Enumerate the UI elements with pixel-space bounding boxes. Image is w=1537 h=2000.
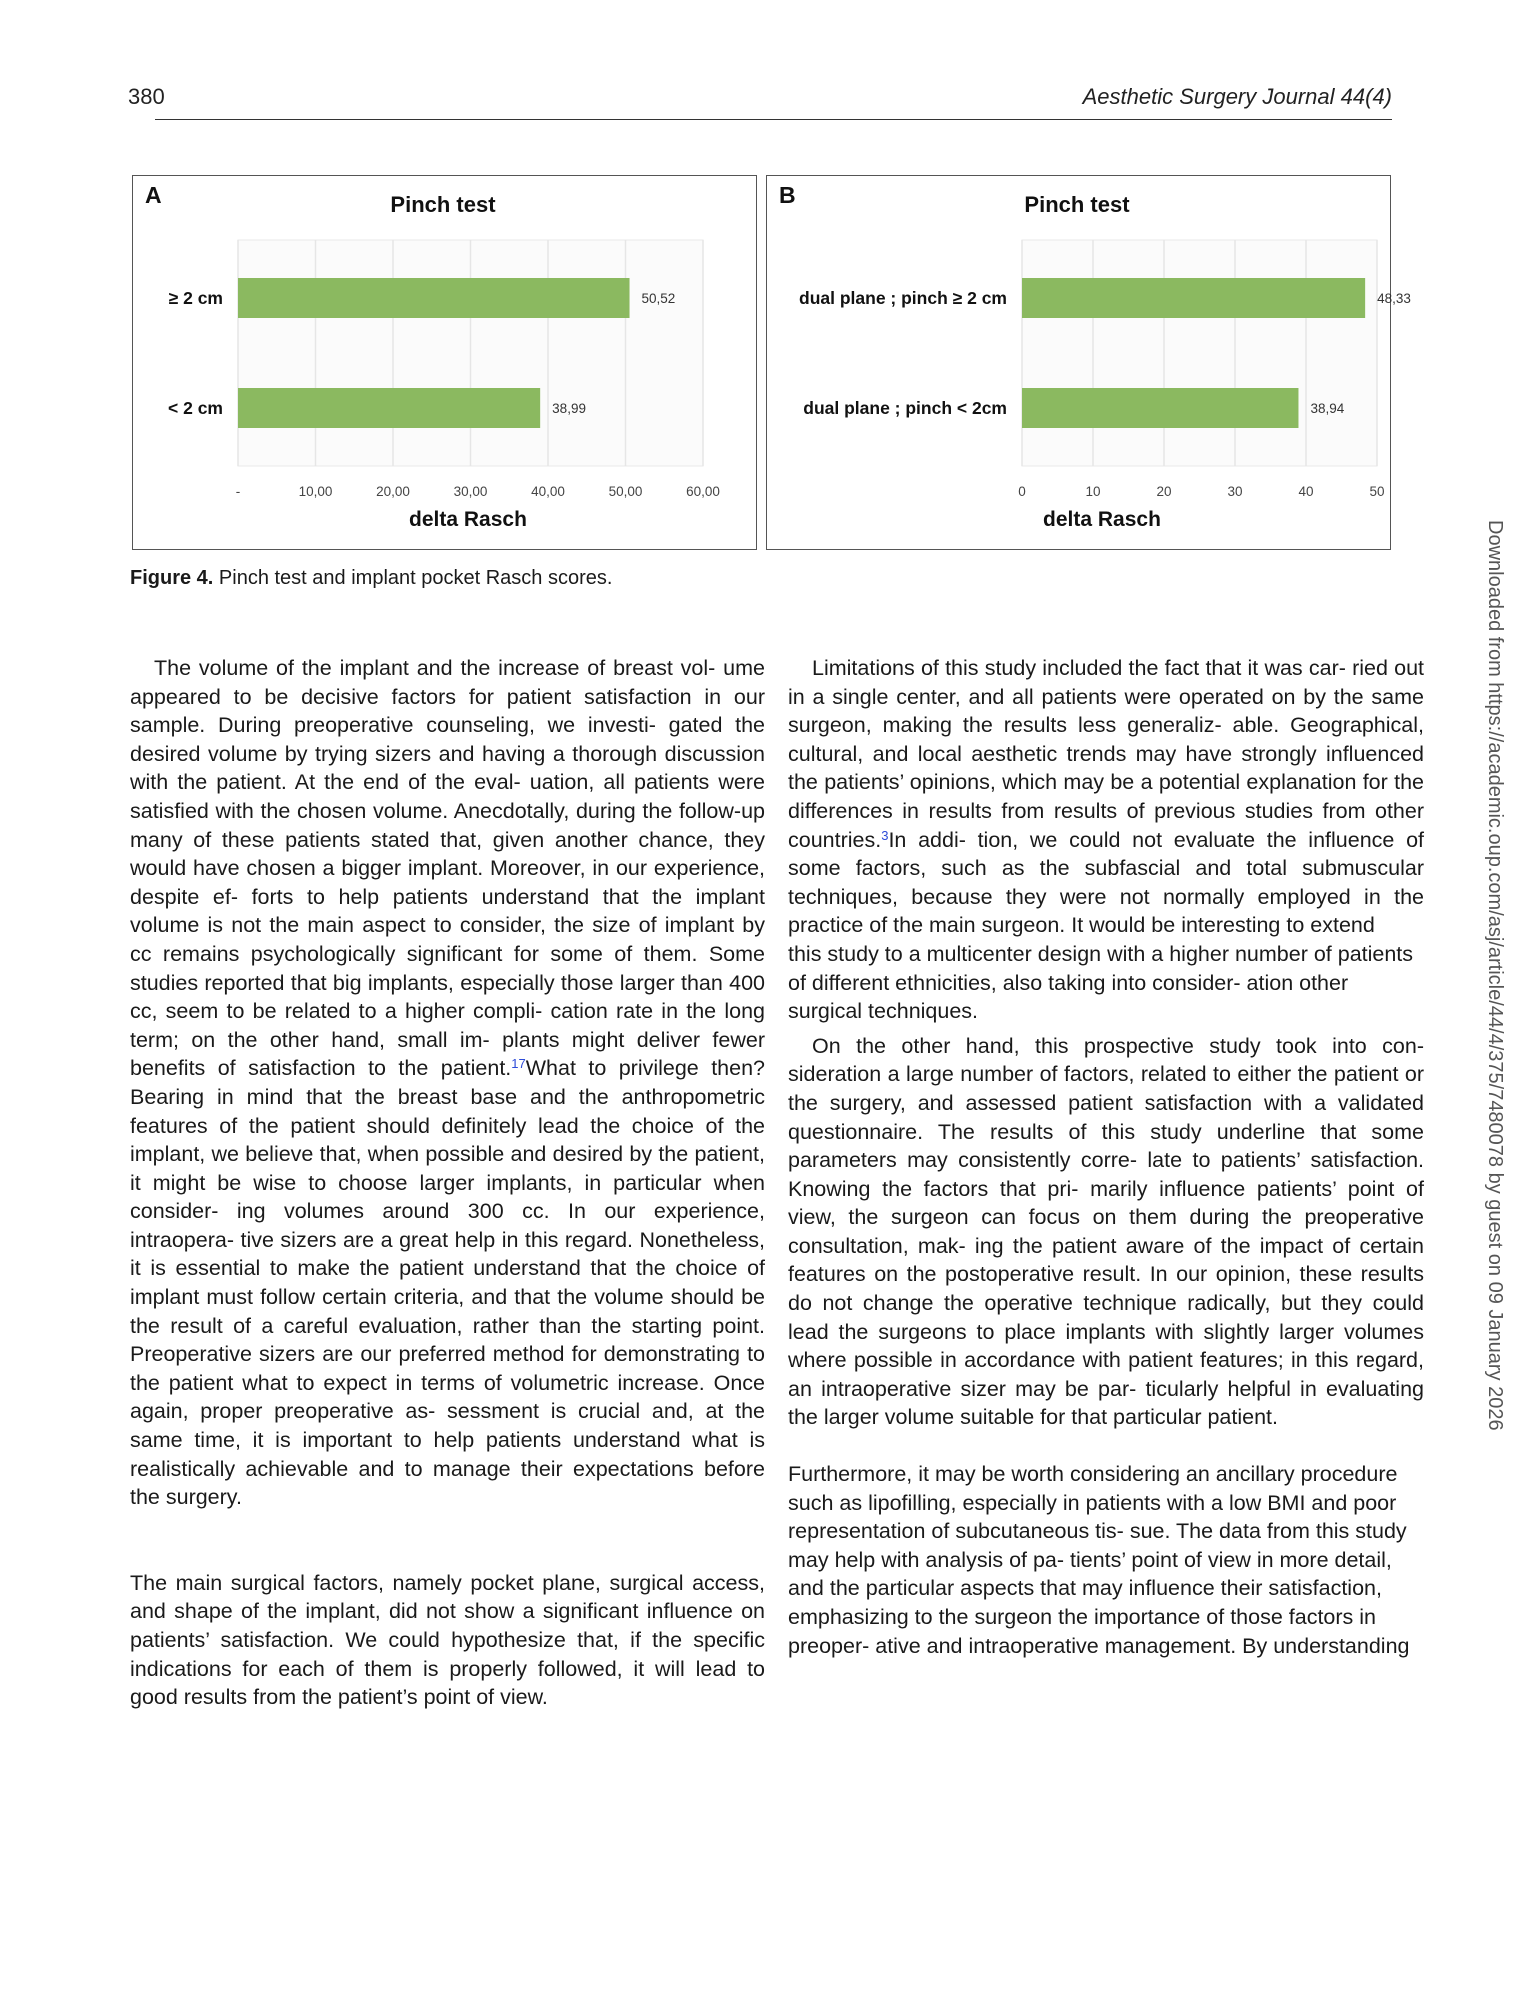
right-p1-text-a: Limitations of this study included the fact that it was car- ried out in a single center, and all patients were operated on by the same surgeon, making the results less generaliz- able. Geographical, cultural, and local aesthetic trends may have strongly influenced the patients’ opinions, which may be a potential explanation for the differences in results from results of previous studies from other countries. — [788, 656, 1424, 852]
x-tick-label: 10 — [1085, 484, 1101, 499]
right-column — [788, 654, 1424, 1660]
figure-caption-text: Pinch test and implant pocket Rasch scores. — [213, 567, 613, 589]
x-tick-label: 30 — [1227, 484, 1243, 499]
bar-value-label: 38,94 — [1310, 401, 1345, 416]
bar — [238, 388, 540, 428]
x-tick-label: - — [235, 484, 241, 499]
panel-letter: A — [145, 182, 162, 208]
panel-letter: B — [779, 182, 796, 208]
reference-17[interactable]: 17 — [511, 1056, 526, 1072]
left-p1-text-b: What to privilege then? Bearing in mind that the breast base and the anthropometric features of the patient should definitely lead the choice of the implant, we believe that, when possible and desired by the patient, it might be wise to choose larger implants, in particular when consider- ing volumes around 300 cc. In our experience, intraopera- tive sizers are a great help in this regard. Nonetheless, it is essential to make the patient understand that the choice of implant must follow certain criteria, and that the volume should be the result of a careful evaluation, rather than the starting point. Preoperative sizers are our preferred method for demonstrating to the patient what to expect in terms of volumetric increase. Once again, proper preoperative as- sessment is crucial and, at the same time, it is important to help patients understand what is realistically achievable and to manage their expectations before the surgery. — [130, 1056, 765, 1510]
right-p1-text-b: In addi- tion, we could not evaluate the influence of some factors, such as the subfascial and total submuscular techniques, because they were not normally employed in the practice of the main surgeon. It would be interesting to extend — [788, 827, 1424, 938]
header-rule — [155, 119, 1392, 120]
chart-b — [767, 176, 1411, 548]
left-paragraph-2: The main surgical factors, namely pocket plane, surgical access, and shape of the implant, did not show a significant influence on patients’ satisfaction. We could hypothesize that, if the specific indications for each of them is properly followed, it will lead to good results from the patient’s point of view. — [130, 1570, 765, 1710]
right-paragraph-3: Furthermore, it may be worth considering an ancillary procedure such as lipofilling, especially in patients with a low BMI and poor representation of subcutaneous tis- sue. The data from this study may help with analysis of pa- tients’ point of view in more detail, and the particular aspects that may influence their satisfaction, emphasizing to the surgeon the importance of those factors in preoper- ative and intraoperative management. By understanding — [788, 1462, 1410, 1658]
reference-3[interactable]: 3 — [881, 827, 889, 843]
plot-area — [1022, 240, 1377, 466]
x-tick-label: 40 — [1298, 484, 1314, 499]
category-label: ≥ 2 cm — [168, 288, 223, 308]
right-paragraph-1 — [788, 654, 1424, 940]
right-paragraph-1-continued: this study to a multicenter design with a higher number of patients of different ethnicities, also taking into consider- ation other surgical techniques. — [788, 941, 1414, 1024]
left-paragraph-1 — [130, 654, 765, 1512]
x-axis-label: delta Rasch — [409, 508, 527, 531]
journal-title: Aesthetic Surgery Journal 44(4) — [1082, 84, 1392, 109]
page-number: 380 — [128, 84, 165, 109]
figure-caption-label: Figure 4. — [130, 567, 214, 589]
download-note-text: Downloaded from https://academic.oup.com/asj/article/44/4/375/7480078 by guest on 09 January 2026 — [1484, 520, 1506, 1431]
bar — [238, 278, 630, 318]
x-tick-label: 30,00 — [453, 484, 488, 499]
left-column — [130, 654, 765, 1712]
x-tick-label: 40,00 — [531, 484, 565, 499]
category-label: < 2 cm — [168, 398, 223, 418]
x-tick-label: 60,00 — [686, 484, 720, 499]
figure-panel-b — [766, 175, 1411, 550]
chart-title: Pinch test — [390, 192, 496, 217]
x-tick-label: 10,00 — [298, 484, 333, 499]
x-tick-label: 50,00 — [608, 484, 643, 499]
x-tick-label: 20 — [1156, 484, 1172, 499]
left-p1-text-a: The volume of the implant and the increase of breast vol- ume appeared to be decisive factors for patient satisfaction in our sample. During preoperative counseling, we investi- gated the desired volume by trying sizers and having a thorough discussion with the patient. At the end of the eval- uation, all patients were satisfied with the chosen volume. Anecdotally, during the follow-up many of these patients stated that, given another chance, they would have chosen a bigger implant. Moreover, in our experience, despite ef- forts to help patients understand that the implant volume is not the main aspect to consider, the size of implant by cc remains psychologically significant for some of them. Some studies reported that big implants, especially those larger than 400 cc, seem to be related to a higher compli- cation rate in the long term; on the other hand, small im- plants might deliver fewer benefits of satisfaction to the patient. — [130, 656, 765, 1081]
figure-panel-a — [132, 175, 757, 550]
right-paragraph-2: On the other hand, this prospective study took into con- sideration a large number of factors, related to either the patient or the surgery, and assessed patient satisfaction with a validated questionnaire. The results of this study underline that some parameters may consistently corre- late to patients’ satisfaction. Knowing the factors that pri- marily influence patients’ point of view, the surgeon can focus on them during the preoperative consultation, mak- ing the patient aware of the impact of certain features on the postoperative result. In our opinion, these results do not change the operative technique radically, but they could lead the surgeons to place implants with slightly larger volumes where possible in accordance with patient features; in this regard, an intraoperative sizer may be par- ticularly helpful in evaluating the larger volume suitable for that particular patient. — [788, 1033, 1424, 1430]
bar — [1022, 388, 1298, 428]
figure-caption — [130, 567, 612, 590]
bar-value-label: 38,99 — [552, 401, 586, 416]
bar-value-label: 48,33 — [1377, 291, 1411, 306]
download-note — [1478, 520, 1508, 1460]
x-tick-label: 20,00 — [376, 484, 410, 499]
x-axis-label: delta Rasch — [1043, 508, 1161, 531]
bar-value-label: 50,52 — [641, 291, 676, 306]
category-label: dual plane ; pinch ≥ 2 cm — [799, 288, 1007, 308]
x-tick-label: 50 — [1369, 484, 1385, 499]
bar — [1022, 278, 1365, 318]
chart-a — [133, 176, 755, 548]
chart-title: Pinch test — [1024, 192, 1130, 217]
x-tick-label: 0 — [1018, 484, 1026, 499]
category-label: dual plane ; pinch < 2cm — [803, 398, 1007, 418]
